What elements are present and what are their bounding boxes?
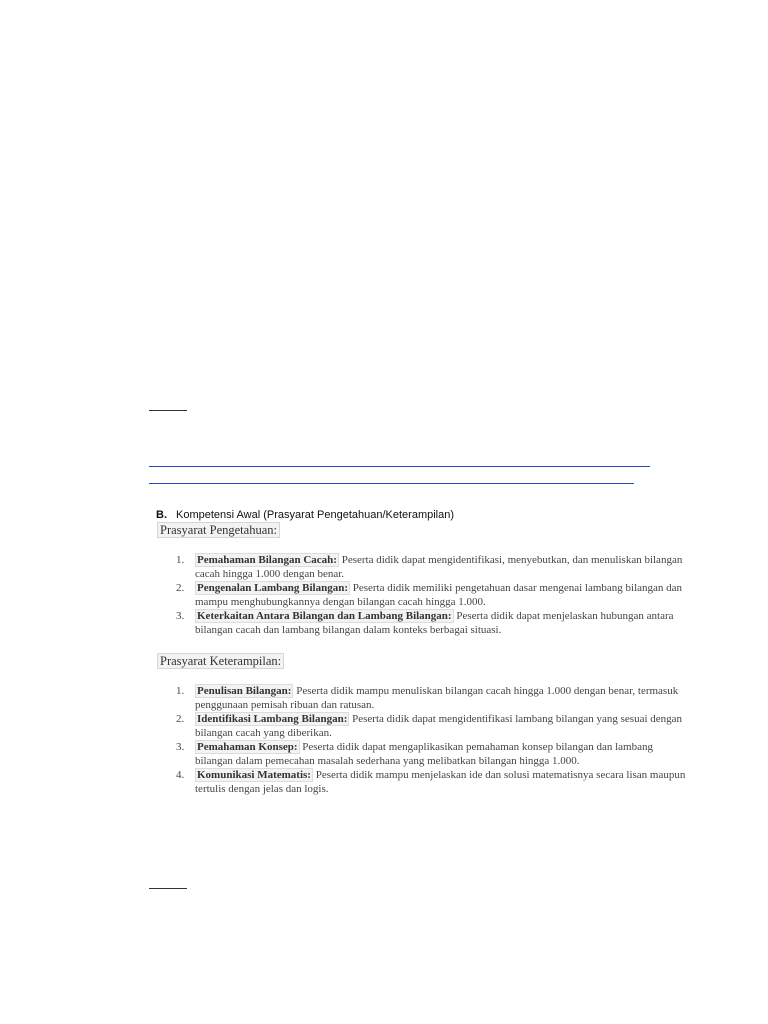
item-text: Peserta didik dapat menjelaskan hubungan antara bilangan cacah dan lambang bilangan dalam konteks berbagai situasi. [195, 610, 674, 636]
list-item [176, 740, 686, 768]
item-text: Peserta didik memiliki pengetahuan dasar mengenai lambang bilangan dan mampu menghubungkannya dengan bilangan cacah hingga 1.000. [195, 582, 683, 608]
item-text: Peserta didik mampu menuliskan bilangan cacah hingga 1.000 dengan benar, termasuk penggunaan pemisah ribuan dan ratusan. [195, 685, 679, 711]
short-rule-bottom [149, 888, 187, 889]
short-rule-top [149, 410, 187, 411]
knowledge-list [176, 553, 686, 637]
list-number: 1. [176, 685, 185, 697]
list-item [176, 768, 686, 796]
item-text: Peserta didik mampu menjelaskan ide dan solusi matematisnya secara lisan maupun tertulis dengan jelas dan logis. [195, 769, 686, 795]
section-title: Kompetensi Awal (Prasyarat Pengetahuan/Keterampilan) [176, 509, 455, 521]
list-item [176, 581, 686, 609]
item-name: Pemahaman Konsep: [197, 741, 298, 753]
list-number: 2. [176, 582, 185, 594]
list-item [176, 684, 686, 712]
item-name: Keterkaitan Antara Bilangan dan Lambang Bilangan: [197, 610, 452, 622]
item-name: Pemahaman Bilangan Cacah: [197, 554, 337, 566]
list-number: 4. [176, 769, 185, 781]
skills-title: Prasyarat Keterampilan: [157, 653, 284, 669]
item-text: Peserta didik dapat mengidentifikasi lambang bilangan yang sesuai dengan bilangan cacah yang diberikan. [195, 713, 683, 739]
list-item [176, 712, 686, 740]
item-text: Peserta didik dapat mengidentifikasi, menyebutkan, dan menuliskan bilangan cacah hingga 1.000 dengan benar. [195, 554, 683, 580]
item-name: Penulisan Bilangan: [197, 685, 292, 697]
list-number: 3. [176, 741, 185, 753]
list-number: 1. [176, 554, 185, 566]
knowledge-title: Prasyarat Pengetahuan: [157, 522, 280, 538]
list-number: 3. [176, 610, 185, 622]
list-number: 2. [176, 713, 185, 725]
link-underline-2[interactable] [149, 483, 634, 484]
link-underline-1[interactable] [149, 466, 650, 467]
skills-list [176, 684, 686, 796]
item-name: Pengenalan Lambang Bilangan: [197, 582, 348, 594]
section-marker: B. [156, 509, 167, 521]
list-item [176, 609, 686, 637]
section-heading [156, 509, 454, 521]
list-item [176, 553, 686, 581]
item-name: Identifikasi Lambang Bilangan: [197, 713, 348, 725]
item-name: Komunikasi Matematis: [197, 769, 311, 781]
item-text: Peserta didik dapat mengaplikasikan pemahaman konsep bilangan dan lambang bilangan dalam pemecahan masalah sederhana yang melibatkan bilangan hingga 1.000. [195, 741, 653, 767]
